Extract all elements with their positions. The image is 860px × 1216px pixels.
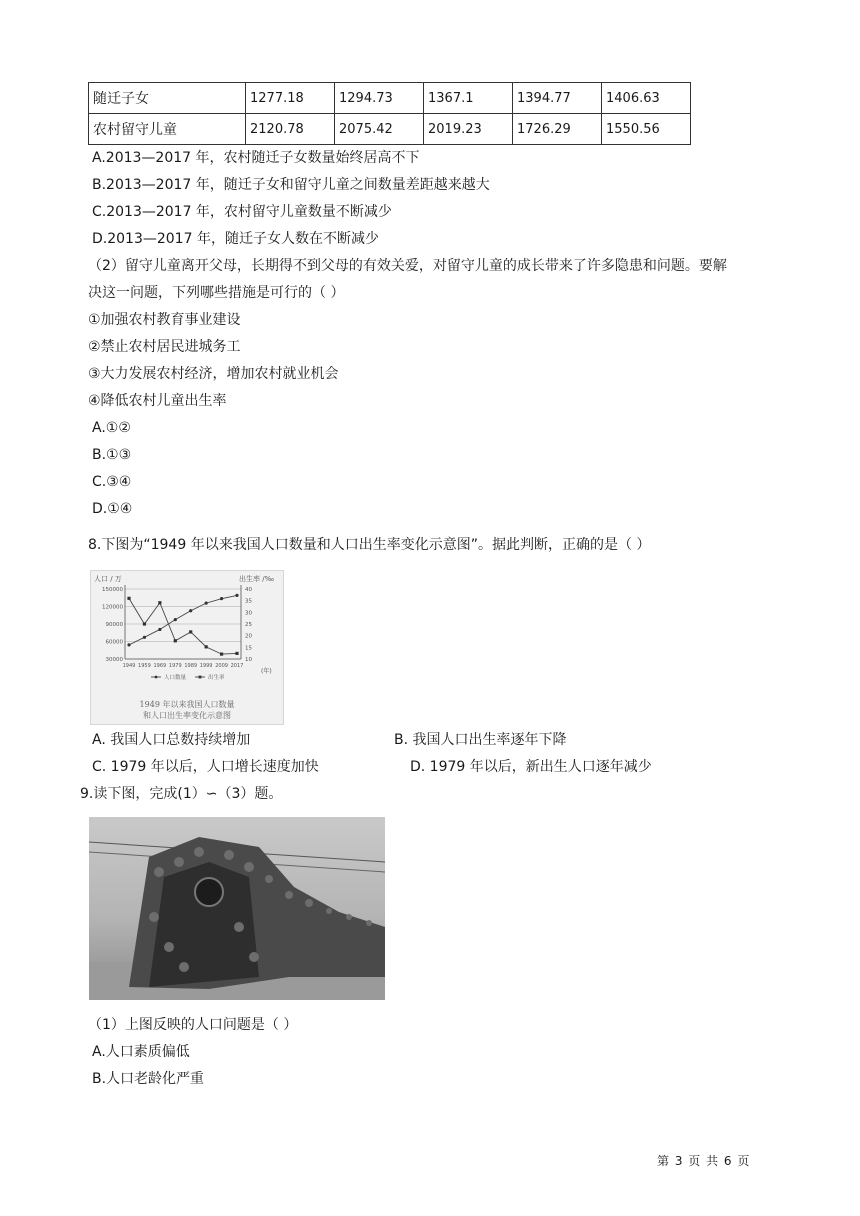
q9-1-stem: （1）上图反映的人口问题是（ ）	[88, 1017, 298, 1033]
crowded-train-photo	[89, 817, 385, 1000]
q8-option-c: C. 1979 年以后，人口增长速度加快	[92, 759, 319, 775]
population-chart-svg	[91, 571, 283, 724]
legend-label: 人口数量	[164, 675, 187, 681]
x-tick-label: 1949	[122, 663, 136, 669]
y-right-tick-label: 35	[245, 598, 252, 605]
q7-1-option-a: A.2013—2017 年，农村随迁子女数量始终居高不下	[92, 150, 420, 166]
x-tick-label: 1969	[153, 663, 167, 669]
y-left-tick-label: 30000	[105, 657, 123, 663]
table-cell: 2075.42	[335, 114, 424, 145]
birth-rate-point	[158, 601, 161, 604]
table-cell: 1406.63	[602, 83, 691, 114]
birth-rate-point	[220, 653, 223, 656]
birth-rate-point	[127, 597, 130, 600]
q8-option-a: A. 我国人口总数持续增加	[92, 732, 251, 748]
q9-1-option-a: A.人口素质偏低	[92, 1044, 190, 1060]
q9-1-option-b: B.人口老龄化严重	[92, 1071, 205, 1087]
page-footer: 第 3 页 共 6 页	[657, 1154, 751, 1168]
population-point	[174, 618, 177, 621]
x-tick-label: 1989	[184, 663, 198, 669]
legend-marker	[155, 676, 158, 679]
q7-2-option-d: D.①④	[92, 501, 133, 517]
q7-2-option-c: C.③④	[92, 474, 132, 490]
birth-rate-point	[235, 652, 238, 655]
q7-2-item-4: ④降低农村儿童出生率	[88, 393, 227, 409]
q8-stem: 8.下图为“1949 年以来我国人口数量和人口出生率变化示意图”。据此判断，正确的是（ ）	[88, 537, 651, 553]
table-cell: 1277.18	[246, 83, 335, 114]
y-right-tick-label: 30	[245, 610, 252, 617]
y-right-tick-label: 20	[245, 633, 252, 640]
y-left-tick-label: 150000	[102, 587, 123, 593]
y-left-tick-label: 120000	[102, 604, 123, 611]
population-chart	[90, 570, 284, 725]
y-right-tick-label: 25	[245, 622, 252, 628]
legend-label: 出生率	[208, 675, 225, 681]
q7-2-option-a: A.①②	[92, 420, 131, 436]
table-cell-label: 随迁子女	[89, 83, 246, 114]
table-row	[89, 83, 691, 114]
population-point	[127, 643, 130, 646]
population-point	[158, 628, 161, 631]
population-point	[235, 594, 238, 597]
y-left-label: 人口 / 万	[94, 575, 122, 583]
legend-marker	[199, 676, 202, 679]
q8-option-d: D. 1979 年以后，新出生人口逐年减少	[410, 759, 652, 775]
table-cell: 1726.29	[513, 114, 602, 145]
q7-1-option-d: D.2013—2017 年，随迁子女人数在不断减少	[92, 231, 379, 247]
q7-2-item-1: ①加强农村教育事业建设	[88, 312, 241, 328]
population-point	[189, 609, 192, 612]
data-table	[88, 82, 691, 145]
x-tick-label: 2017	[230, 663, 244, 669]
q7-2-option-b: B.①③	[92, 447, 132, 463]
y-right-tick-label: 10	[245, 657, 252, 663]
table-cell: 1367.1	[424, 83, 513, 114]
q7-1-option-b: B.2013—2017 年，随迁子女和留守儿童之间数量差距越来越大	[92, 177, 490, 193]
table-cell: 1294.73	[335, 83, 424, 114]
x-tick-label: 1999	[199, 663, 213, 669]
chart-caption-line2: 和人口出生率变化示意图	[143, 711, 231, 720]
population-point	[143, 636, 146, 639]
table-cell: 2120.78	[246, 114, 335, 145]
table-cell: 1550.56	[602, 114, 691, 145]
q9-stem: 9.读下图，完成(1）∽（3）题。	[80, 786, 283, 802]
population-point	[220, 597, 223, 600]
birth-rate-point	[205, 645, 208, 648]
y-right-label: 出生率 /‰	[239, 575, 274, 583]
y-right-tick-label: 40	[245, 587, 252, 593]
birth-rate-point	[174, 639, 177, 642]
population-point	[205, 602, 208, 605]
x-tick-label: 2009	[215, 663, 228, 669]
table-cell-label: 农村留守儿童	[89, 114, 246, 145]
q7-1-option-c: C.2013—2017 年，农村留守儿童数量不断减少	[92, 204, 392, 220]
q7-2-stem: （2）留守儿童离开父母，长期得不到父母的有效关爱，对留守儿童的成长带来了许多隐患和问题。要解	[88, 258, 727, 274]
chart-caption-line1: 1949 年以来我国人口数量	[139, 700, 235, 709]
table-row	[89, 114, 691, 145]
q7-2-item-2: ②禁止农村居民进城务工	[88, 339, 241, 355]
x-tick-label: 1979	[168, 663, 182, 669]
q8-option-b: B. 我国人口出生率逐年下降	[394, 732, 567, 748]
q7-2-item-3: ③大力发展农村经济，增加农村就业机会	[88, 366, 339, 382]
x-unit-label: (年)	[261, 668, 272, 675]
table-cell: 2019.23	[424, 114, 513, 145]
y-right-tick-label: 15	[245, 645, 252, 652]
birth-rate-point	[189, 630, 192, 633]
x-tick-label: 1959	[138, 663, 151, 669]
y-left-tick-label: 90000	[105, 622, 123, 628]
y-left-tick-label: 60000	[105, 639, 123, 646]
table-cell: 1394.77	[513, 83, 602, 114]
q7-2-stem-cont: 决这一问题，下列哪些措施是可行的（ ）	[88, 285, 345, 301]
birth-rate-point	[143, 622, 146, 625]
crowded-train-illustration	[89, 817, 385, 1000]
